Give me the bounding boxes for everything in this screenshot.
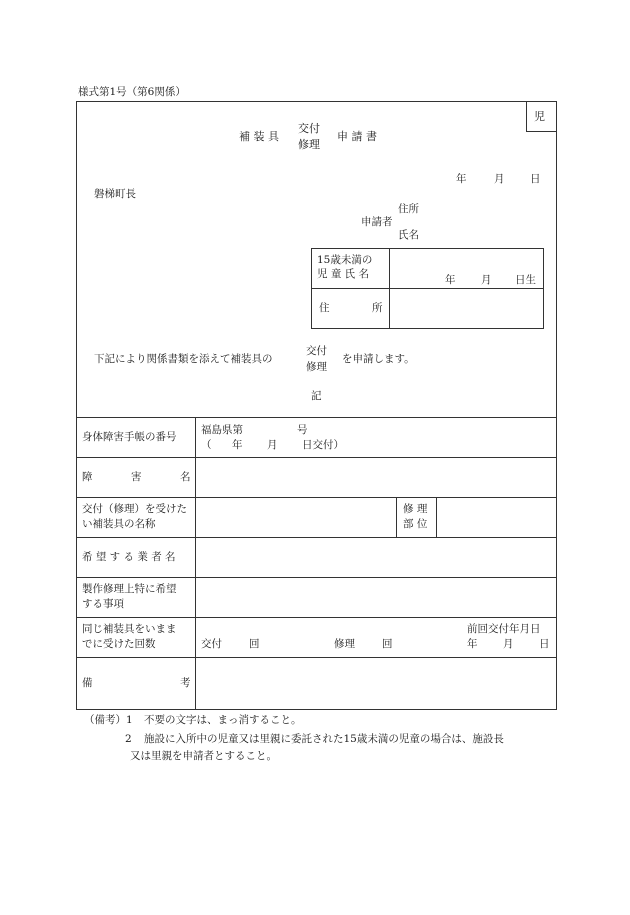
row-line [76, 617, 557, 618]
date-day: 日 [530, 173, 541, 185]
child-name-label-2: 児 童 氏 名 [317, 268, 370, 280]
title-option-issue: 交付 [298, 122, 320, 135]
count-repair-label: 修理 [334, 638, 355, 650]
statement-after: を申請します。 [342, 353, 415, 365]
wishes-label-1: 製作修理上特に希望 [82, 583, 177, 595]
handbook-issued-day: 日交付） [302, 439, 344, 451]
ki-label: 記 [311, 390, 322, 402]
statement-before: 下記により関係書類を添えて補装具の [94, 353, 273, 365]
title-suffix: 申 請 書 [337, 130, 377, 143]
note-2-line-1: 施設に入所中の児童又は里親に委託された15歳未満の児童の場合は、施設長 [144, 733, 504, 745]
last-issue-month: 月 [503, 638, 514, 650]
child-box-divider [311, 288, 544, 289]
count-label-2: でに受けた回数 [82, 638, 156, 650]
child-box-col-divider [389, 248, 390, 329]
handbook-number-suffix: 号 [297, 424, 308, 436]
form-frame [76, 101, 557, 710]
statement-option-repair: 修理 [306, 361, 327, 373]
disability-label-2: 害 [131, 471, 142, 483]
row-line [76, 537, 557, 538]
label-column-line [195, 417, 196, 710]
handbook-issued-month: 月 [267, 439, 278, 451]
title-option-repair: 修理 [298, 138, 320, 151]
child-address-label-1: 住 [319, 302, 330, 314]
date-year: 年 [456, 173, 467, 185]
note-2-line-2: 又は里親を申請者とすること。 [130, 750, 277, 762]
note-2-number: 2 [125, 733, 132, 745]
last-issue-year: 年 [467, 638, 478, 650]
count-label-1: 同じ補装具をいまま [82, 623, 177, 635]
remarks-label-1: 備 [82, 677, 93, 689]
remarks-label-2: 考 [180, 677, 191, 689]
handbook-label: 身体障害手帳の番号 [82, 431, 177, 443]
last-issue-label: 前回交付年月日 [467, 623, 541, 635]
handbook-prefix: 福島県第 [201, 424, 243, 436]
child-birth-day: 日生 [515, 274, 536, 286]
repair-column-line [436, 497, 437, 537]
disability-label-3: 名 [180, 471, 191, 483]
count-issue-label: 交付 [201, 638, 222, 650]
last-issue-day: 日 [539, 638, 550, 650]
date-month: 月 [494, 173, 505, 185]
corner-label: 児 [534, 110, 545, 123]
child-name-label-1: 15歳未満の [317, 254, 373, 266]
row-line [76, 657, 557, 658]
handbook-issued-open: （ [201, 439, 212, 451]
vendor-label: 希 望 す る 業 者 名 [82, 551, 176, 563]
row-line [76, 497, 557, 498]
row-line [76, 577, 557, 578]
device-label-2: い補装具の名称 [82, 518, 156, 530]
statement-option-issue: 交付 [306, 345, 327, 357]
handbook-issued-year: 年 [232, 439, 243, 451]
notes-heading: （備考）1 [84, 714, 133, 726]
applicant-name-label: 氏名 [398, 229, 419, 241]
child-birth-month: 月 [481, 274, 492, 286]
applicant-label: 申請者 [361, 216, 393, 228]
applicant-address-label: 住所 [398, 203, 419, 215]
count-repair-unit: 回 [382, 638, 393, 650]
form-number: 様式第1号（第6関係） [78, 86, 186, 98]
note-1: 不要の文字は、まっ消すること。 [144, 714, 302, 726]
device-label-1: 交付（修理）を受けた [82, 503, 187, 515]
child-address-label-2: 所 [372, 302, 383, 314]
wishes-label-2: する事項 [82, 598, 124, 610]
title-prefix: 補 装 具 [239, 130, 279, 143]
table-top-line [76, 417, 557, 418]
repair-part-label-2: 部 位 [403, 518, 428, 530]
disability-label-1: 障 [82, 471, 93, 483]
row-line [76, 457, 557, 458]
child-birth-year: 年 [445, 274, 456, 286]
repair-column-line [396, 497, 397, 537]
repair-part-label-1: 修 理 [403, 503, 428, 515]
addressee: 磐梯町長 [94, 188, 136, 200]
count-issue-unit: 回 [249, 638, 260, 650]
